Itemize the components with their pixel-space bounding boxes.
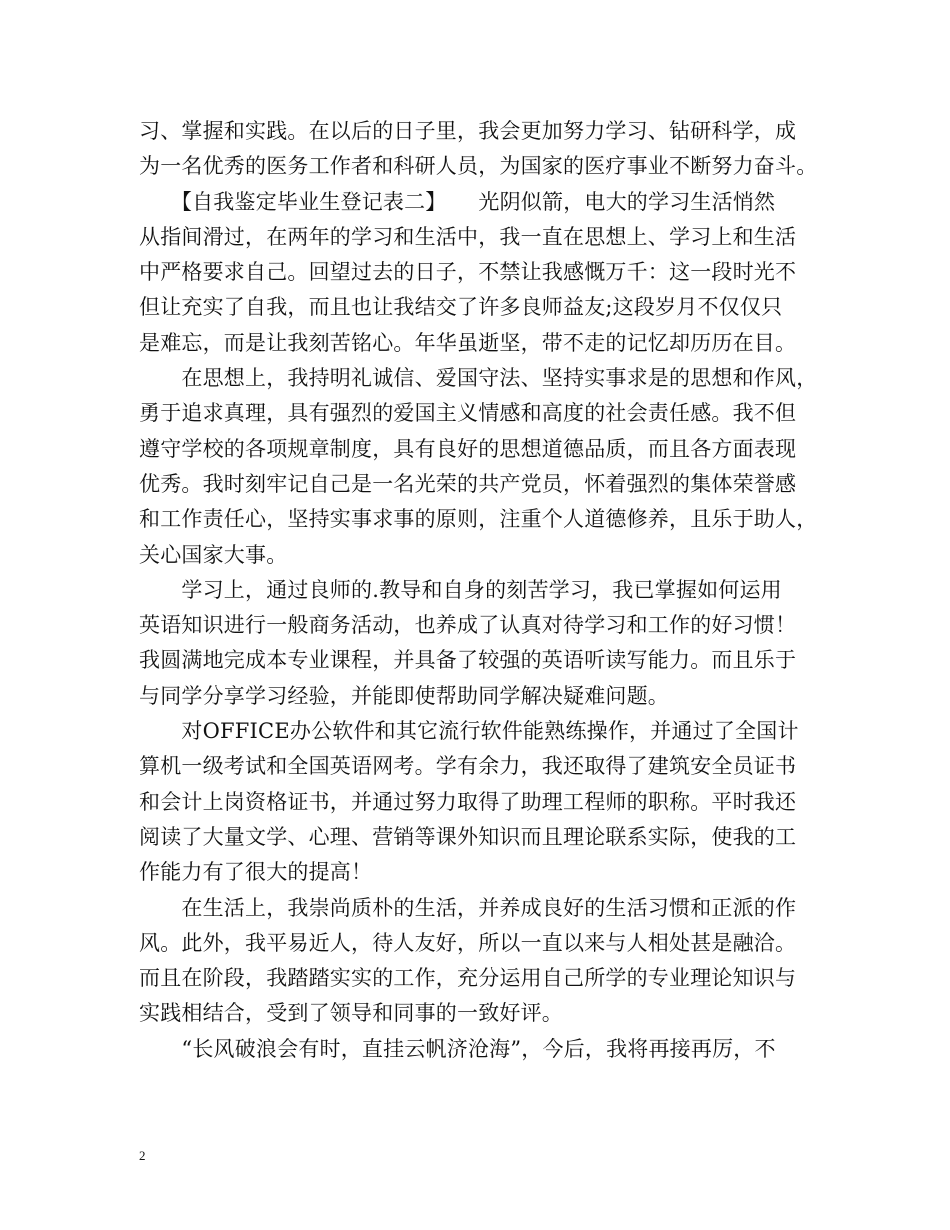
text-line: 优秀。我时刻牢记自己是一名光荣的共产党员，怀着强烈的集体荣誉感 — [139, 471, 797, 496]
text-line: 对OFFICE办公软件和其它流行软件能熟练操作，并通过了全国计 — [139, 719, 799, 744]
text-line: 与同学分享学习经验，并能即使帮助同学解决疑难问题。 — [139, 683, 669, 708]
text-line: 【自我鉴定毕业生登记表二】 光阴似箭，电大的学习生活悄然 — [139, 189, 776, 214]
text-line: 实践相结合，受到了领导和同事的一致好评。 — [139, 1001, 563, 1026]
text-line: 风。此外，我平易近人，待人友好，所以一直以来与人相处甚是融洽。 — [139, 930, 797, 955]
text-line: 和工作责任心，坚持实事求事的原则，注重个人道德修养，且乐于助人， — [139, 507, 818, 532]
text-line: 习、掌握和实践。在以后的日子里，我会更加努力学习、钻研科学，成 — [139, 119, 797, 143]
text-line: 关心国家大事。 — [139, 542, 288, 567]
text-line: 是难忘，而是让我刻苦铭心。年华虽逝坚，带不走的记忆却历历在目。 — [139, 330, 797, 355]
text-line: 我圆满地完成本专业课程，并具备了较强的英语听读写能力。而且乐于 — [139, 648, 797, 673]
text-line: 在生活上，我崇尚质朴的生活，并养成良好的生活习惯和正派的作 — [139, 895, 797, 920]
text-line: 和会计上岗资格证书，并通过努力取得了助理工程师的职称。平时我还 — [139, 789, 797, 814]
text-line: “长风破浪会有时，直挂云帆济沧海”，今后，我将再接再厉，不 — [139, 1036, 776, 1061]
text-line: 从指间滑过，在两年的学习和生活中，我一直在思想上、学习上和生活 — [139, 224, 797, 249]
text-line: 为一名优秀的医务工作者和科研人员，为国家的医疗事业不断努力奋斗。 — [139, 154, 818, 179]
text-line: 阅读了大量文学、心理、营销等课外知识而且理论联系实际，使我的工 — [139, 824, 797, 849]
body-text — [139, 114, 829, 1067]
text-line: 在思想上，我持明礼诚信、爱国守法、坚持实事求是的思想和作风， — [139, 366, 818, 391]
text-line: 勇于追求真理，具有强烈的爱国主义情感和高度的社会责任感。我不但 — [139, 401, 797, 426]
text-line: 英语知识进行一般商务活动，也养成了认真对待学习和工作的好习惯！ — [139, 613, 797, 638]
text-line: 而且在阶段，我踏踏实实的工作，充分运用自己所学的专业理论知识与 — [139, 966, 797, 991]
text-line: 但让充实了自我，而且也让我结交了许多良师益友;这段岁月不仅仅只 — [139, 295, 783, 320]
text-line: 中严格要求自己。回望过去的日子，不禁让我感慨万千：这一段时光不 — [139, 260, 797, 285]
text-line: 算机一级考试和全国英语网考。学有余力，我还取得了建筑安全员证书 — [139, 754, 797, 779]
page-number: 2 — [139, 1148, 146, 1163]
text-line: 遵守学校的各项规章制度，具有良好的思想道德品质，而且各方面表现 — [139, 436, 797, 461]
text-line: 作能力有了很大的提高！ — [139, 860, 373, 885]
text-line: 学习上，通过良师的.教导和自身的刻苦学习，我已掌握如何运用 — [139, 577, 782, 602]
